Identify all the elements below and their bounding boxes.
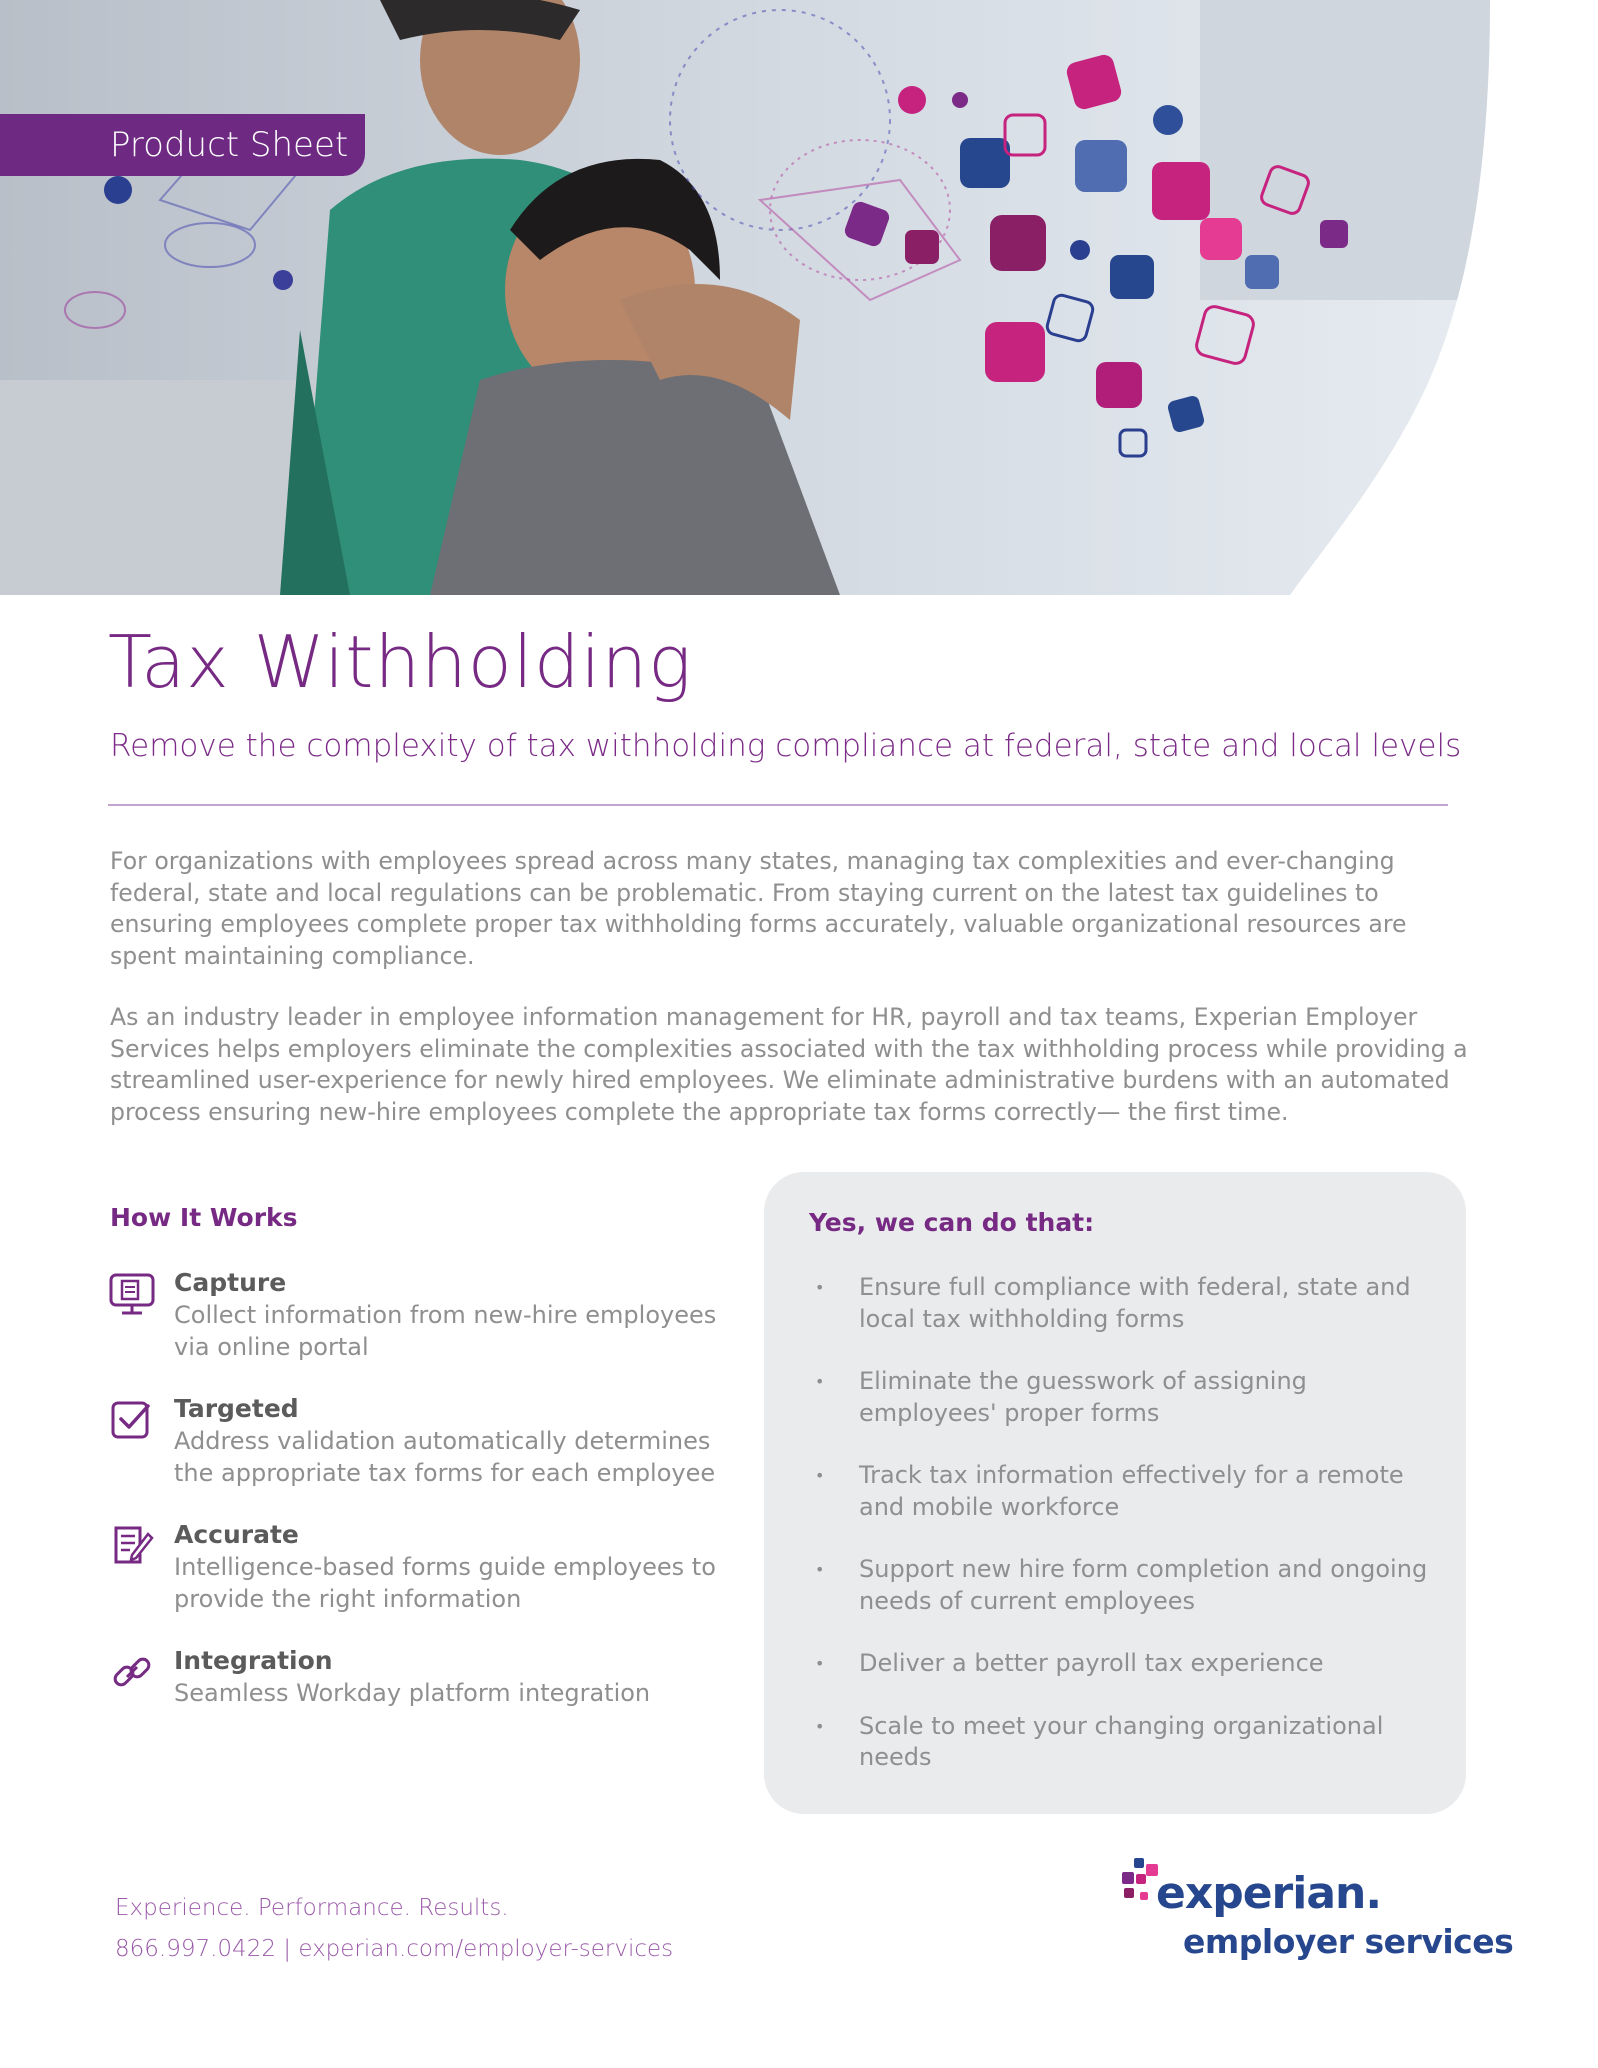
monitor-form-icon	[108, 1270, 156, 1318]
feature-description: Seamless Workday platform integration	[174, 1679, 651, 1707]
hero-image	[0, 0, 1598, 595]
benefits-panel	[764, 1172, 1466, 1814]
page-subtitle: Remove the complexity of tax withholding compliance at federal, state and local levels	[110, 728, 1462, 764]
bullet: •	[815, 1716, 825, 1736]
bullet: •	[815, 1372, 825, 1391]
feature-description: Address validation automatically determines the appropriate tax forms for each employee	[174, 1427, 716, 1487]
list-item: • Scale to meet your changing organizational needs	[815, 1711, 1384, 1771]
bullet: •	[815, 1654, 825, 1673]
bullet: •	[815, 1466, 825, 1485]
product-sheet-badge: Product Sheet	[0, 114, 365, 176]
benefits-heading: Yes, we can do that:	[809, 1208, 1095, 1237]
bullet: •	[815, 1560, 825, 1579]
logo-wordmark: experian.	[1156, 1868, 1382, 1919]
feature-name: Integration	[174, 1646, 333, 1675]
list-item: • Deliver a better payroll tax experience	[809, 1648, 1429, 1680]
checkbox-icon	[108, 1396, 156, 1444]
list-item: • Support new hire form completion and ongoing needs of current employees	[815, 1555, 1428, 1615]
feature-name: Targeted	[174, 1394, 299, 1423]
benefits-list	[809, 1272, 1429, 1805]
logo-subtitle: employer services	[1183, 1922, 1514, 1961]
footer-contact[interactable]: 866.997.0422 | experian.com/employer-services	[115, 1936, 674, 1962]
footer-tagline: Experience. Performance. Results.	[115, 1895, 509, 1921]
link-icon	[108, 1648, 156, 1696]
intro-paragraph-1: For organizations with employees spread across many states, managing tax complexities and ever-changing federal, state and local regulations can be problematic. From staying current on the latest tax guidelines to ensuring employees complete proper tax withholding forms accurately, valuable organizational resources are spent maintaining compliance.	[110, 847, 1407, 970]
list-item: • Eliminate the guesswork of assigning employees' proper forms	[815, 1367, 1307, 1427]
bullet: •	[815, 1278, 825, 1297]
feature-name: Accurate	[174, 1520, 299, 1549]
page-title: Tax Withholding	[108, 620, 693, 704]
experian-logo	[1120, 1858, 1514, 1968]
logo-squares-icon	[1120, 1858, 1160, 1918]
list-item: • Track tax information effectively for a remote and mobile workforce	[815, 1461, 1404, 1521]
divider	[108, 804, 1448, 806]
intro-paragraph-2: As an industry leader in employee information management for HR, payroll and tax teams, Experian Employer Services helps employers eliminate the complexities associated with the tax withholding process while providing a streamlined user-experience for newly hired employees. We eliminate administrative burdens with an automated process ensuring new-hire employees complete the appropriate tax forms correctly— the first time.	[110, 1003, 1468, 1126]
feature-name: Capture	[174, 1268, 287, 1297]
how-it-works-heading: How It Works	[110, 1203, 298, 1232]
form-pen-icon	[108, 1522, 156, 1570]
feature-description: Collect information from new-hire employees via online portal	[174, 1301, 717, 1361]
feature-description: Intelligence-based forms guide employees to provide the right information	[174, 1553, 716, 1613]
list-item: • Ensure full compliance with federal, state and local tax withholding forms	[815, 1273, 1411, 1333]
